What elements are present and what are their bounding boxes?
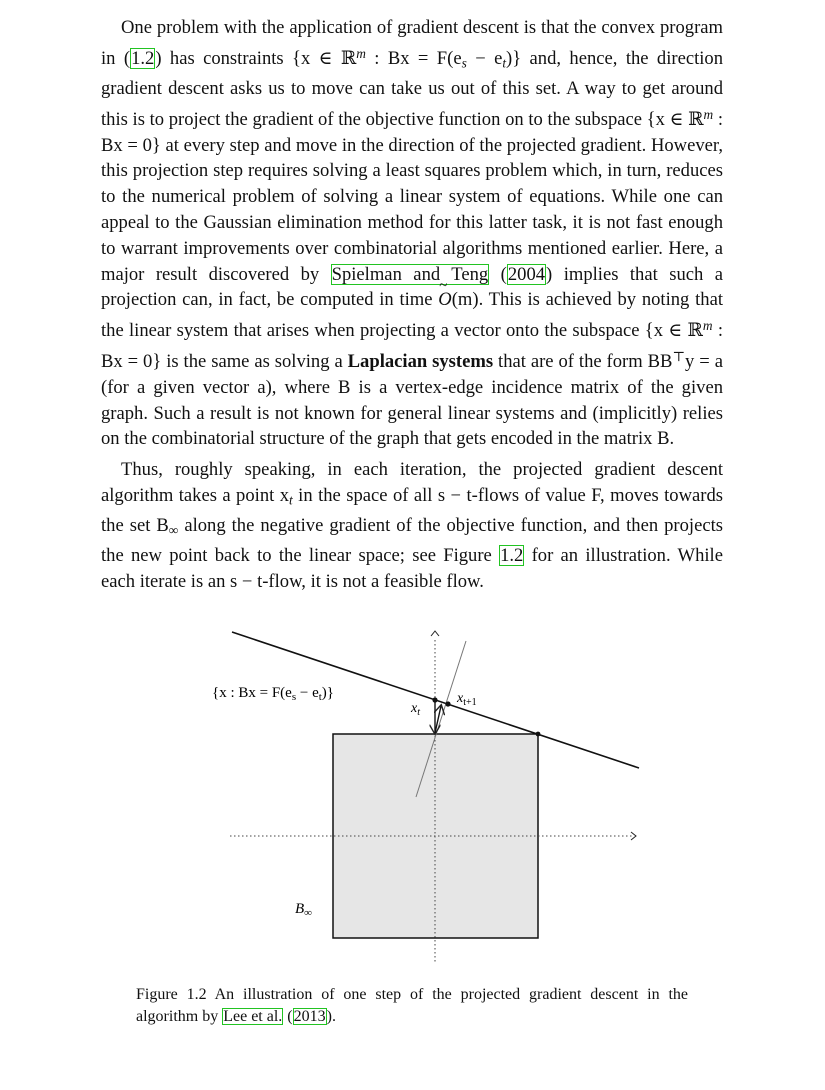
point-xt [432, 697, 437, 702]
figure-ref-link[interactable]: 1.2 [500, 545, 524, 567]
bold-term: Laplacian systems [347, 350, 494, 372]
xt1-label: $x_{t+1}$ [457, 691, 477, 708]
caption-citation-year-link[interactable]: 2013 [293, 1008, 326, 1025]
vertical-axis-arrow [431, 631, 439, 636]
point-xt1 [445, 701, 450, 706]
figure-caption: Figure 1.2 An illustration of one step of the projected gradient descent in the algorithm by Lee et al. (2013). [136, 986, 688, 1025]
caption-citation-author-link[interactable]: Lee et al. [223, 1008, 283, 1025]
constraint-set-label: {x : $Bx = F(e_s - e_t)$} [212, 685, 334, 703]
intersection-point [536, 732, 541, 737]
xt-label: $x_t$ [411, 701, 420, 718]
citation-year-link[interactable]: 2004 [507, 263, 546, 285]
paragraph-1: One problem with the application of gradient descent is that the convex program in (1.2) has constraints {x ∈ ℝ$^m$ : $Bx = F(e_s - e_t)$} and, hence, the direction gradient descent asks us to move can take us out of this set. A way to get around this is to project the gradient of the objective function on to the subspace {x ∈ ℝ$^m$ : Bx = 0} at every step and move in the direction of the projected gradient. However, this projection step requires solving a least squares problem which, in turn, reduces to the numerical problem of solving a linear system of equations. While one can appeal to the Gaussian elimination method for this latter task, it is not fast enough to warrant improvements over combinatorial algorithms mentioned earlier. Here, a major result discovered by Spielman and Teng (2004) implies that such a projection can, in fact, be computed in time ~ O(m). This is achieved by noting that the linear system that arises when projecting a vector onto the subspace {x ∈ ℝ$^m$ : Bx = 0} is the same as solving a Laplacian systems that are of the form BB⊤y = a (for a given vector a), where B is a vertex-edge incidence matrix of the given graph. Such a result is not known for general linear systems and (implicitly) relies on the combinatorial structure of the graph that gets encoded in the matrix B. [101, 15, 723, 452]
paragraph-2: Thus, roughly speaking, in each iteration, the projected gradient descent algorithm takes a point $x_t$ in the space of all s − t-flows of value F, moves towards the set $B_\infty$ along the negative gradient of the objective function, and then projects the new point back to the linear space; see Figure 1.2 for an illustration. While each iterate is an s − t-flow, it is not a feasible flow. [101, 459, 723, 592]
equation-ref-link[interactable]: 1.2 [131, 47, 155, 69]
citation-author-link[interactable]: Spielman and Teng [331, 263, 489, 285]
projected-gradient-figure [0, 600, 825, 980]
horizontal-axis-arrow [631, 832, 636, 840]
binf-label: $B_\infty$ [295, 901, 313, 919]
